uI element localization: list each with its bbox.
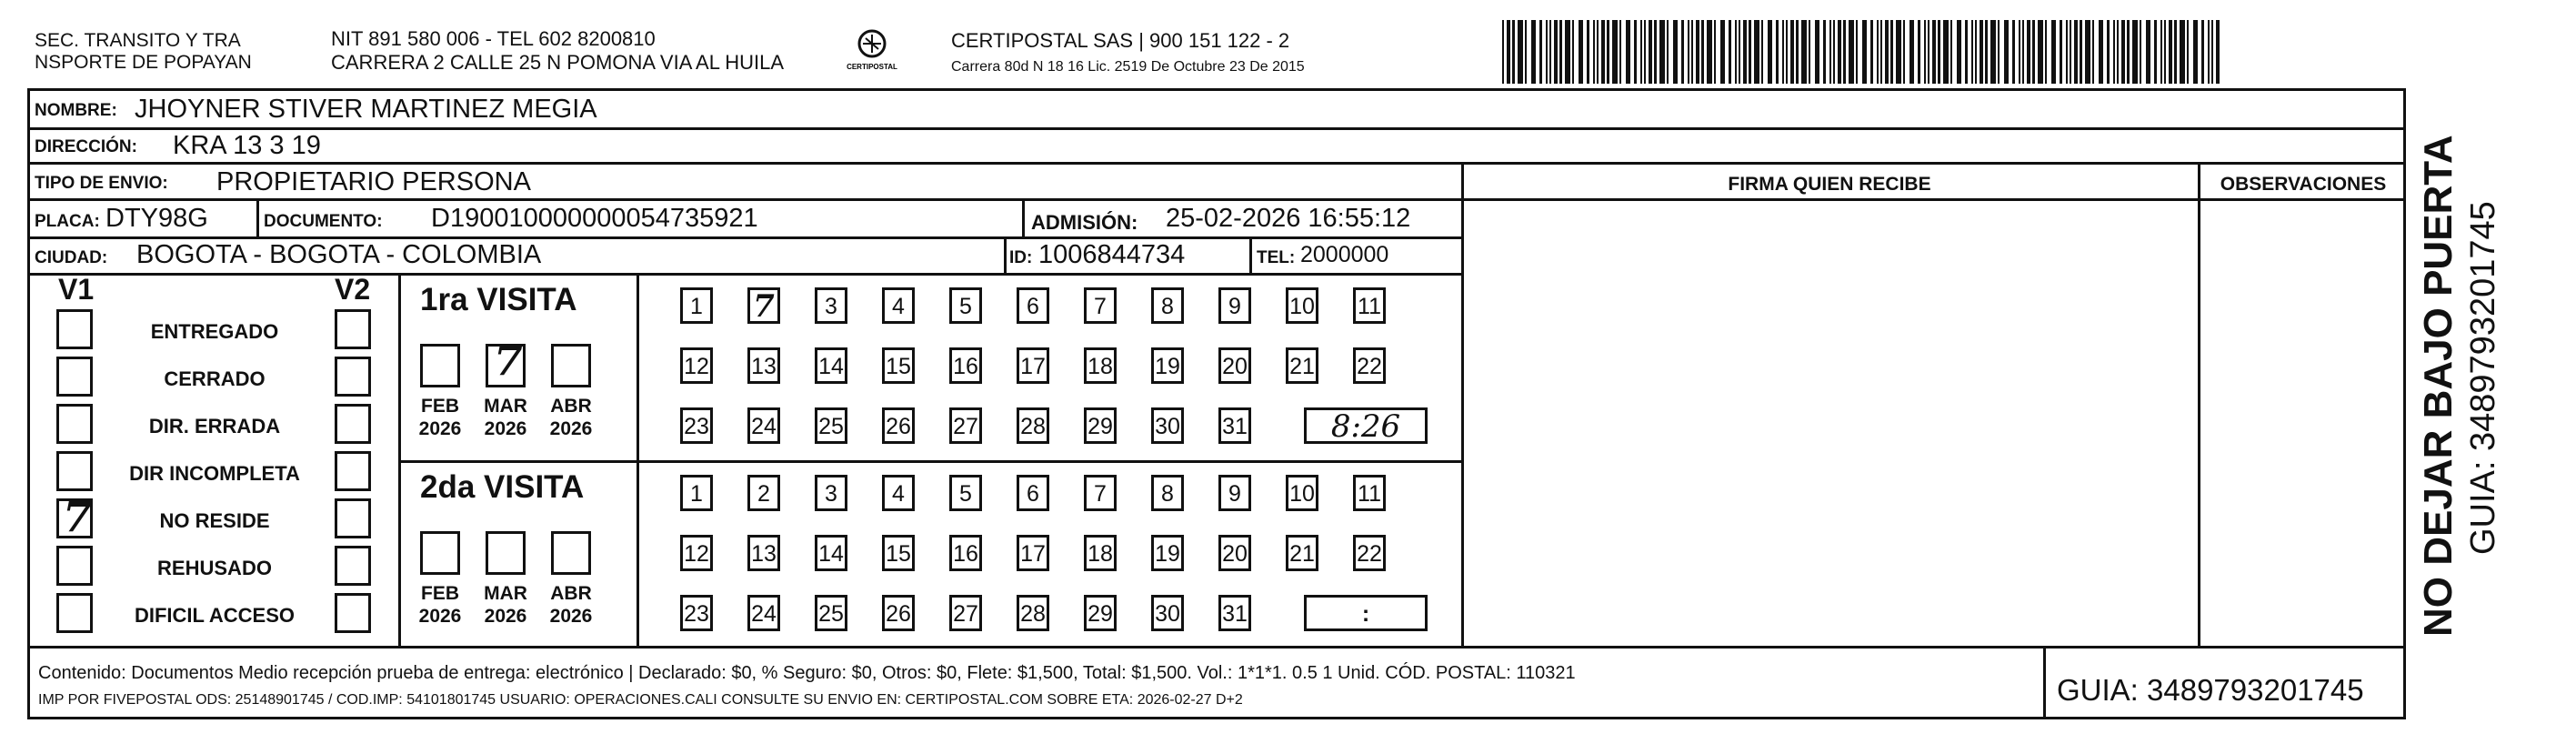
month-year: 2026 [484,606,527,628]
barcode-bar [2019,20,2020,84]
barcode-bar [1754,20,1759,84]
barcode-bar [1885,20,1889,84]
day-box[interactable]: 11 [1353,287,1386,324]
barcode-bar [1790,20,1794,84]
day-box[interactable]: 30 [1151,407,1184,444]
day-box[interactable]: 8 [1151,287,1184,324]
visit-title: 1ra VISITA [420,282,577,317]
day-box[interactable]: 11 [1353,475,1386,511]
day-box[interactable]: 28 [1017,407,1049,444]
day-box[interactable]: 28 [1017,595,1049,631]
direccion-label: DIRECCIÓN: [35,137,137,156]
barcode [1500,20,2228,84]
barcode-bar [1843,20,1846,84]
day-box[interactable]: 29 [1084,407,1117,444]
firma-label: FIRMA QUIEN RECIBE [1728,174,1931,195]
barcode-bar [1612,20,1618,84]
barcode-bar [1539,20,1542,84]
logo-text: CERTIPOSTAL [847,63,897,71]
barcode-bar [1607,20,1609,84]
month-name: ABR [550,396,592,417]
time-box[interactable]: 8:26 [1304,407,1428,444]
barcode-bar [1829,20,1831,84]
barcode-bar [1559,20,1562,84]
month-year: 2026 [418,418,462,440]
month-checkbox[interactable] [486,336,526,387]
barcode-bar [2092,20,2094,84]
barcode-bar [1531,20,1536,84]
barcode-bar [1903,20,1905,84]
barcode-bar [2140,20,2141,84]
barcode-bar [1707,20,1712,84]
day-box[interactable]: 20 [1218,535,1251,571]
v2-checkbox[interactable] [335,593,371,633]
month-label [539,395,603,440]
side-guia: GUIA: 3489793201745 [2464,201,2502,555]
barcode-bar [1950,20,1952,84]
admision-value: 25-02-2026 16:55:12 [1166,204,1411,233]
month-year: 2026 [418,606,462,628]
barcode-bar [2085,20,2090,84]
barcode-bar [1565,20,1570,84]
v2-checkbox[interactable] [335,357,371,397]
barcode-bar [1626,20,1630,84]
barcode-bar [2004,20,2009,84]
ciudad-label: CIUDAD: [35,248,108,267]
day-box[interactable]: 15 [882,535,915,571]
barcode-bar [1743,20,1747,84]
barcode-bar [1985,20,1988,84]
barcode-bar [1862,20,1867,84]
barcode-bar [2022,20,2024,84]
nombre-label: NOMBRE: [35,101,117,120]
barcode-bar [1659,20,1665,84]
month-name: ABR [550,583,592,604]
barcode-bar [2117,20,2119,84]
month-label [474,582,537,628]
barcode-bar [2074,20,2078,84]
day-box[interactable]: 23 [680,595,713,631]
barcode-bar [2038,20,2043,84]
v1-checkbox[interactable] [56,492,93,541]
day-box[interactable]: 18 [1084,347,1117,384]
month-year: 2026 [484,418,527,440]
day-box[interactable]: 12 [680,535,713,571]
day-box[interactable]: 16 [949,347,982,384]
month-label [408,395,472,440]
company-line: CERTIPOSTAL SAS | 900 151 122 - 2 [951,29,1290,52]
day-box[interactable]: 13 [747,535,780,571]
v1-checkbox[interactable] [56,357,93,397]
day-box[interactable]: 25 [815,595,847,631]
status-label: ENTREGADO [150,320,279,343]
day-box[interactable]: 7 [1084,475,1117,511]
month-name: FEB [421,396,459,417]
documento-value: D190010000000054735921 [431,204,758,233]
barcode-bar [1880,20,1882,84]
barcode-bar [2132,20,2138,84]
day-box[interactable]: 12 [680,347,713,384]
barcode-bar [1667,20,1669,84]
sender-line-2: NSPORTE DE POPAYAN [35,52,252,73]
month-name: MAR [484,396,527,417]
imp-line: IMP POR FIVEPOSTAL ODS: 25148901745 / COD.IMP: 54101801745 USUARIO: OPERACIONES.CALI CONSULTE SU ENVIO EN: CERTIPOSTAL.COM SOBRE ETA: 2026-02-27 D+2 [38,692,1243,708]
day-box[interactable]: 8 [1151,475,1184,511]
barcode-bar [2107,20,2110,84]
sender-address: CARRERA 2 CALLE 25 N POMONA VIA AL HUILA [331,51,785,74]
ciudad-value: BOGOTA - BOGOTA - COLOMBIA [136,240,542,269]
day-box[interactable]: 6 [1017,475,1049,511]
month-label [539,582,603,628]
day-box[interactable]: 3 [815,287,847,324]
id-value: 1006844734 [1038,240,1186,269]
day-box[interactable]: 29 [1084,595,1117,631]
day-box[interactable]: 21 [1286,535,1318,571]
barcode-bar [1965,20,1968,84]
barcode-bar [1554,20,1558,84]
barcode-bar [1696,20,1699,84]
day-box[interactable]: 31 [1218,407,1251,444]
month-year: 2026 [549,606,593,628]
nit-line: NIT 891 580 006 - TEL 602 8200810 [331,27,656,50]
barcode-bar [1640,20,1642,84]
v1-checkbox[interactable] [56,546,93,586]
barcode-bar [1809,20,1810,84]
barcode-bar [2174,20,2177,84]
v2-checkbox[interactable] [335,546,371,586]
day-box[interactable]: 3 [815,475,847,511]
day-box[interactable]: 24 [747,595,780,631]
barcode-bar [2099,20,2103,84]
day-box[interactable]: 14 [815,347,847,384]
status-label: DIFICIL ACCESO [134,604,295,627]
barcode-bar [1691,20,1693,84]
barcode-bar [2070,20,2071,84]
day-box[interactable]: 31 [1218,595,1251,631]
v2-checkbox[interactable] [335,451,371,491]
month-checkbox[interactable] [551,344,591,387]
barcode-bar [1507,20,1510,84]
barcode-bar [1870,20,1873,84]
day-box[interactable]: 27 [949,595,982,631]
barcode-bar [1815,20,1819,84]
barcode-bar [1549,20,1551,84]
barcode-bar [1782,20,1784,84]
barcode-bar [1957,20,1961,84]
barcode-bar [2066,20,2068,84]
barcode-bar [2160,20,2162,84]
barcode-bar [1975,20,1977,84]
month-checkbox[interactable] [420,344,460,387]
company-address: Carrera 80d N 18 16 Lic. 2519 De Octubre 23 De 2015 [951,59,1305,75]
documento-label: DOCUMENTO: [264,212,383,231]
barcode-bar [1654,20,1657,84]
barcode-bar [2045,20,2047,84]
day-box[interactable]: 6 [1017,287,1049,324]
barcode-bar [1593,20,1595,84]
day-box[interactable]: 20 [1218,347,1251,384]
barcode-bar [1572,20,1574,84]
month-checkbox[interactable] [486,531,526,575]
day-box[interactable]: 7 [1084,287,1117,324]
barcode-bar [1943,20,1949,84]
tel-value: 2000000 [1300,242,1389,267]
v1-label: V1 [58,273,95,306]
v1-checkbox[interactable] [56,451,93,491]
tipo-envio-label: TIPO DE ENVIO: [35,174,168,193]
barcode-bar [1801,20,1807,84]
day-box[interactable]: 23 [680,407,713,444]
v2-label: V2 [335,273,371,306]
barcode-bar [2211,20,2213,84]
month-label [474,395,537,440]
barcode-bar [1990,20,1996,84]
day-box[interactable]: 1 [680,475,713,511]
day-box[interactable]: 10 [1286,287,1318,324]
no-dejar-bajo-puerta: NO DEJAR BAJO PUERTA [2416,135,2461,637]
barcode-bar [1856,20,1858,84]
barcode-bar [1739,20,1740,84]
time-box[interactable]: : [1304,595,1428,631]
barcode-bar [2060,20,2062,84]
barcode-bar [2180,20,2185,84]
barcode-bar [1776,20,1779,84]
barcode-bar [1896,20,1901,84]
barcode-bar [1597,20,1599,84]
day-box[interactable]: 1 [680,287,713,324]
barcode-bar [1735,20,1737,84]
barcode-bar [1980,20,1983,84]
barcode-bar [1579,20,1583,84]
day-box[interactable]: 26 [882,407,915,444]
month-checkbox[interactable] [420,531,460,575]
visit-title: 2da VISITA [420,469,585,505]
admision-label: ADMISIÓN: [1031,211,1138,234]
barcode-bar [1761,20,1763,84]
month-check-mark: 7 [494,336,524,385]
day-box[interactable]: 5 [949,287,982,324]
barcode-bar [2193,20,2198,84]
barcode-bar [2080,20,2082,84]
day-box[interactable]: 16 [949,535,982,571]
contenido-text: Contenido: Documentos Medio recepción prueba de entrega: electrónico | Declarado: $0, % Seguro: $0, Otros: $0, Flete: $1,500, Total: $1,500. Vol.: 1*1*1. 0.5 1 Unid. CÓD. POSTAL: 110321 [38,663,1576,683]
day-box[interactable]: 5 [949,475,982,511]
nombre-value: JHOYNER STIVER MARTINEZ MEGIA [135,95,597,124]
v2-checkbox[interactable] [335,498,371,538]
barcode-bar [1796,20,1799,84]
v1-checkbox[interactable] [56,593,93,633]
barcode-bar [2121,20,2125,84]
certipostal-logo [840,25,904,78]
placa-value: DTY98G [105,204,208,233]
barcode-bar [1971,20,1973,84]
barcode-bar [1681,20,1684,84]
barcode-bar [1838,20,1841,84]
day-box[interactable]: 19 [1151,347,1184,384]
day-box[interactable]: 25 [815,407,847,444]
observaciones-label: OBSERVACIONES [2220,174,2387,195]
day-box[interactable]: 27 [949,407,982,444]
sender-line-1: SEC. TRANSITO Y TRA [35,30,241,51]
barcode-bar [1749,20,1751,84]
tel-label: TEL: [1257,248,1296,267]
day-box[interactable]: 24 [747,407,780,444]
barcode-bar [1729,20,1731,84]
barcode-bar [2164,20,2166,84]
barcode-bar [1634,20,1637,84]
barcode-bar [1518,20,1523,84]
v1-checkbox[interactable] [56,404,93,444]
status-label: CERRADO [164,367,266,390]
day-box[interactable]: 26 [882,595,915,631]
day-box[interactable]: 22 [1353,535,1386,571]
barcode-bar [1587,20,1589,84]
barcode-bar [2216,20,2220,84]
v1-checkbox[interactable] [56,309,93,349]
day-box[interactable]: 14 [815,535,847,571]
barcode-bar [1601,20,1605,84]
barcode-bar [2146,20,2150,84]
barcode-bar [1833,20,1835,84]
barcode-bar [1823,20,1826,84]
day-box[interactable]: 7 [747,287,780,324]
barcode-bar [2169,20,2172,84]
barcode-bar [1688,20,1689,84]
day-box[interactable]: 9 [1218,475,1251,511]
tipo-envio-value: PROPIETARIO PERSONA [216,167,531,196]
barcode-bar [1932,20,1936,84]
day-box[interactable]: 18 [1084,535,1117,571]
day-box[interactable]: 21 [1286,347,1318,384]
month-checkbox[interactable] [551,531,591,575]
barcode-bar [1928,20,1929,84]
barcode-bar [2208,20,2210,84]
barcode-bar [2012,20,2015,84]
barcode-bar [1701,20,1704,84]
barcode-bar [1786,20,1788,84]
barcode-bar [1546,20,1548,84]
barcode-bar [1720,20,1725,84]
barcode-bar [2113,20,2115,84]
day-box[interactable]: 17 [1017,535,1049,571]
v2-checkbox[interactable] [335,309,371,349]
day-box[interactable]: 4 [882,475,915,511]
barcode-bar [1649,20,1652,84]
status-label: DIR. ERRADA [148,415,281,437]
barcode-bar [1512,20,1515,84]
barcode-bar [1918,20,1920,84]
day-box[interactable]: 22 [1353,347,1386,384]
status-label: NO RESIDE [159,509,270,532]
status-label: REHUSADO [157,557,272,579]
barcode-bar [2187,20,2189,84]
month-name: MAR [484,583,527,604]
day-box[interactable]: 4 [882,287,915,324]
month-year: 2026 [549,418,593,440]
barcode-bar [1673,20,1678,84]
day-box[interactable]: 30 [1151,595,1184,631]
v2-checkbox[interactable] [335,404,371,444]
barcode-bar [1849,20,1854,84]
barcode-bar [2201,20,2204,84]
day-box[interactable]: 9 [1218,287,1251,324]
barcode-bar [1998,20,2000,84]
day-box[interactable]: 10 [1286,475,1318,511]
day-box[interactable]: 15 [882,347,915,384]
barcode-bar [1714,20,1716,84]
v1-check-mark: 7 [63,492,93,541]
barcode-bar [1644,20,1646,84]
day-box[interactable]: 19 [1151,535,1184,571]
status-label: DIR INCOMPLETA [129,462,300,485]
barcode-bar [2027,20,2030,84]
footer-guia: GUIA: 3489793201745 [2057,673,2364,707]
barcode-bar [1768,20,1772,84]
barcode-bar [1877,20,1879,84]
month-name: FEB [421,583,459,604]
barcode-bar [2154,20,2157,84]
direccion-value: KRA 13 3 19 [173,131,321,160]
barcode-bar [1525,20,1527,84]
month-label [408,582,472,628]
barcode-bar [2127,20,2130,84]
barcode-bar [1938,20,1940,84]
barcode-bar [1909,20,1914,84]
day-box[interactable]: 2 [747,475,780,511]
barcode-bar [2051,20,2056,84]
day-box[interactable]: 13 [747,347,780,384]
day-box[interactable]: 17 [1017,347,1049,384]
barcode-bar [1890,20,1893,84]
id-label: ID: [1009,248,1033,267]
barcode-bar [1924,20,1926,84]
barcode-bar [1619,20,1621,84]
barcode-bar [2032,20,2035,84]
placa-label: PLACA: [35,212,100,231]
barcode-bar [1502,20,1504,84]
